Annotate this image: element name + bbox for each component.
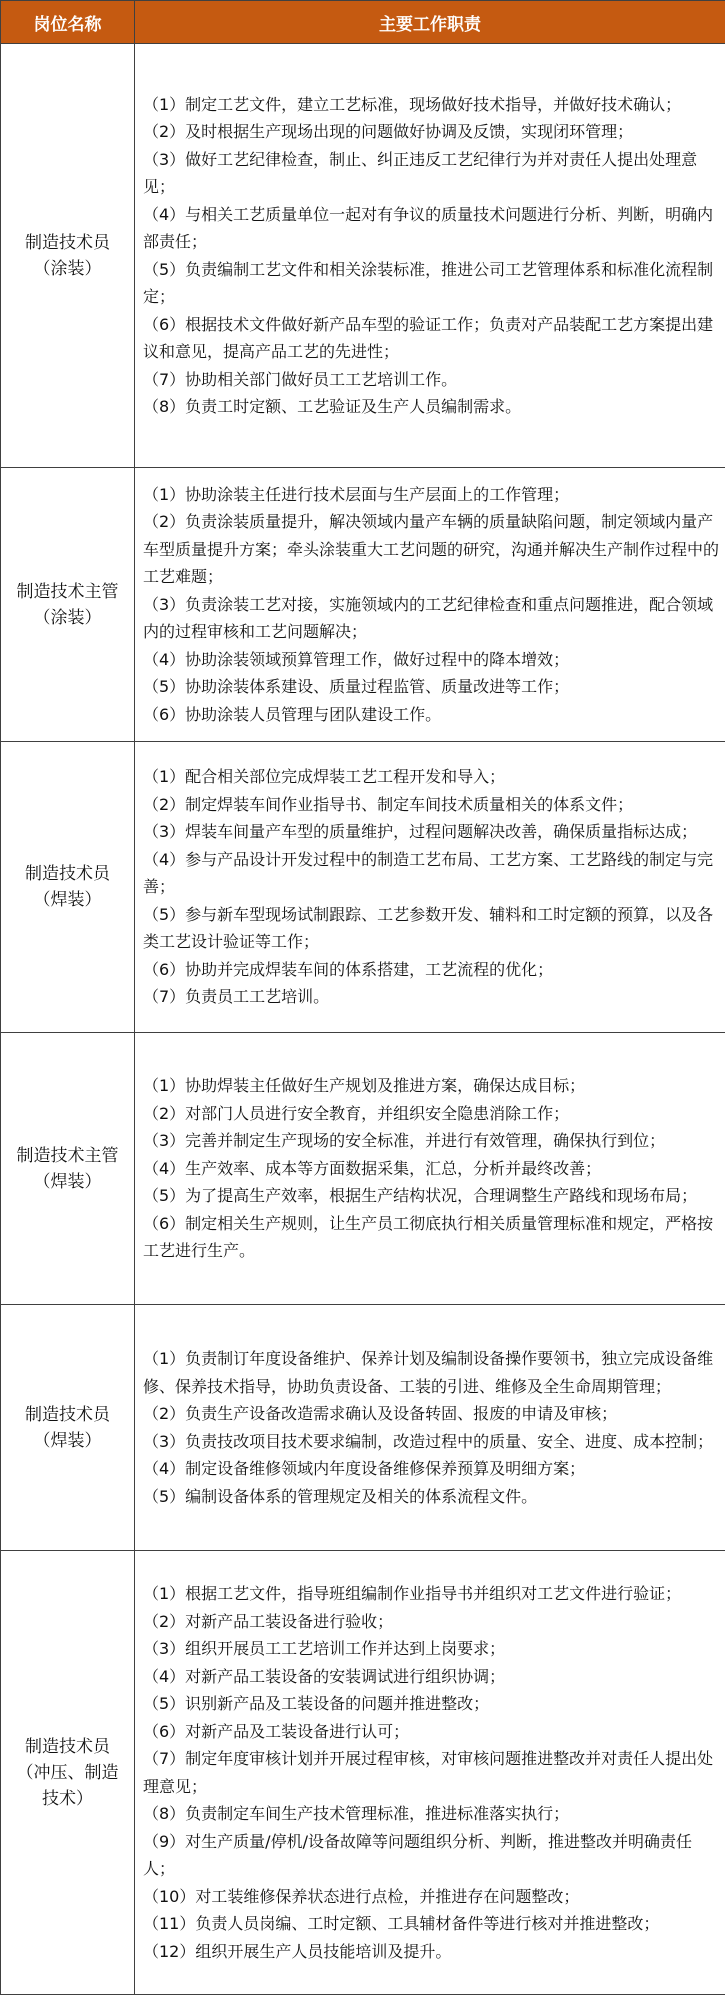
duty-item: （8）负责工时定额、工艺验证及生产人员编制需求。 xyxy=(143,393,719,421)
duty-item: （3）做好工艺纪律检查，制止、纠正违反工艺纪律行为并对责任人提出处理意见； xyxy=(143,146,719,201)
position-name-line: （涂装） xyxy=(5,256,130,282)
duty-item: （5）编制设备体系的管理规定及相关的体系流程文件。 xyxy=(143,1483,719,1511)
position-name-line: 制造技术主管 xyxy=(5,579,130,605)
duties-cell xyxy=(135,1033,725,1305)
table-row xyxy=(1,44,725,468)
duty-item: （9）对生产质量/停机/设备故障等问题组织分析、判断，推进整改并明确责任人； xyxy=(143,1828,719,1883)
duty-item: （2）及时根据生产现场出现的问题做好协调及反馈，实现闭环管理； xyxy=(143,118,719,146)
duty-item: （2）负责生产设备改造需求确认及设备转固、报废的申请及审核； xyxy=(143,1400,719,1428)
duty-item: （4）参与产品设计开发过程中的制造工艺布局、工艺方案、工艺路线的制定与完善； xyxy=(143,846,719,901)
position-cell xyxy=(1,1033,135,1305)
duty-item: （1）协助涂装主任进行技术层面与生产层面上的工作管理； xyxy=(143,481,719,509)
position-name-line: （焊装） xyxy=(5,1428,130,1454)
duty-item: （2）负责涂装质量提升，解决领域内量产车辆的质量缺陷问题，制定领域内量产车型质量提升方案；牵头涂装重大工艺问题的研究，沟通并解决生产制作过程中的工艺难题； xyxy=(143,508,719,591)
position-cell xyxy=(1,468,135,742)
duty-item: （1）协助焊装主任做好生产规划及推进方案，确保达成目标； xyxy=(143,1072,719,1100)
duty-item: （2）对部门人员进行安全教育，并组织安全隐患消除工作； xyxy=(143,1100,719,1128)
duty-item: （2）制定焊装车间作业指导书、制定车间技术质量相关的体系文件； xyxy=(143,791,719,819)
duty-item: （3）组织开展员工工艺培训工作并达到上岗要求； xyxy=(143,1635,719,1663)
duty-item: （4）对新产品工装设备的安装调试进行组织协调； xyxy=(143,1663,719,1691)
duty-item: （3）完善并制定生产现场的安全标准，并进行有效管理，确保执行到位； xyxy=(143,1127,719,1155)
position-name-line: （冲压、制造 xyxy=(5,1760,130,1786)
duty-item: （6）根据技术文件做好新产品车型的验证工作；负责对产品装配工艺方案提出建议和意见，提高产品工艺的先进性； xyxy=(143,311,719,366)
duty-item: （1）制定工艺文件，建立工艺标准，现场做好技术指导，并做好技术确认； xyxy=(143,91,719,119)
table-row xyxy=(1,742,725,1033)
duty-item: （3）焊装车间量产车型的质量维护，过程问题解决改善，确保质量指标达成； xyxy=(143,818,719,846)
table-row xyxy=(1,468,725,742)
position-name-line: （焊装） xyxy=(5,1169,130,1195)
duty-item: （1）根据工艺文件，指导班组编制作业指导书并组织对工艺文件进行验证； xyxy=(143,1580,719,1608)
duty-item: （1）配合相关部位完成焊装工艺工程开发和导入； xyxy=(143,763,719,791)
table-row xyxy=(1,1305,725,1551)
duties-cell xyxy=(135,742,725,1033)
duty-item: （6）制定相关生产规则，让生产员工彻底执行相关质量管理标准和规定，严格按工艺进行生产。 xyxy=(143,1210,719,1265)
duties-cell xyxy=(135,1305,725,1551)
duty-item: （5）负责编制工艺文件和相关涂装标准，推进公司工艺管理体系和标准化流程制定； xyxy=(143,256,719,311)
position-name-line: （焊装） xyxy=(5,887,130,913)
duty-item: （5）为了提高生产效率，根据生产结构状况，合理调整生产路线和现场布局； xyxy=(143,1182,719,1210)
duty-item: （4）制定设备维修领域内年度设备维修保养预算及明细方案； xyxy=(143,1455,719,1483)
duty-item: （12）组织开展生产人员技能培训及提升。 xyxy=(143,1938,719,1966)
duty-item: （3）负责技改项目技术要求编制，改造过程中的质量、安全、进度、成本控制； xyxy=(143,1428,719,1456)
header-position: 岗位名称 xyxy=(1,1,135,44)
duty-item: （5）参与新车型现场试制跟踪、工艺参数开发、辅料和工时定额的预算，以及各类工艺设计验证等工作； xyxy=(143,901,719,956)
duty-item: （11）负责人员岗编、工时定额、工具辅材备件等进行核对并推进整改； xyxy=(143,1910,719,1938)
duty-item: （7）协助相关部门做好员工工艺培训工作。 xyxy=(143,366,719,394)
duty-item: （5）识别新产品及工装设备的问题并推进整改； xyxy=(143,1690,719,1718)
duties-cell xyxy=(135,44,725,468)
position-name-line: 制造技术员 xyxy=(5,1734,130,1760)
header-row xyxy=(1,1,725,44)
duty-item: （7）负责员工工艺培训。 xyxy=(143,983,719,1011)
position-cell xyxy=(1,742,135,1033)
position-cell xyxy=(1,1551,135,1995)
position-cell xyxy=(1,1305,135,1551)
duty-item: （7）制定年度审核计划并开展过程审核，对审核问题推进整改并对责任人提出处理意见； xyxy=(143,1745,719,1800)
table-row xyxy=(1,1033,725,1305)
position-name-line: 技术） xyxy=(5,1786,130,1812)
duty-item: （6）对新产品及工装设备进行认可； xyxy=(143,1718,719,1746)
duty-item: （2）对新产品工装设备进行验收； xyxy=(143,1608,719,1636)
duty-item: （4）与相关工艺质量单位一起对有争议的质量技术问题进行分析、判断，明确内部责任； xyxy=(143,201,719,256)
duty-item: （6）协助并完成焊装车间的体系搭建，工艺流程的优化； xyxy=(143,956,719,984)
position-name-line: 制造技术员 xyxy=(5,861,130,887)
position-name-line: （涂装） xyxy=(5,605,130,631)
duty-item: （3）负责涂装工艺对接，实施领域内的工艺纪律检查和重点问题推进，配合领域内的过程审核和工艺问题解决； xyxy=(143,591,719,646)
duty-item: （4）协助涂装领域预算管理工作，做好过程中的降本增效； xyxy=(143,646,719,674)
duties-cell xyxy=(135,1551,725,1995)
header-duties: 主要工作职责 xyxy=(135,1,725,44)
duty-item: （5）协助涂装体系建设、质量过程监管、质量改进等工作； xyxy=(143,673,719,701)
position-name-line: 制造技术员 xyxy=(5,1402,130,1428)
table-body xyxy=(1,44,725,1995)
table-row xyxy=(1,1551,725,1995)
duty-item: （6）协助涂装人员管理与团队建设工作。 xyxy=(143,701,719,729)
position-name-line: 制造技术主管 xyxy=(5,1143,130,1169)
duties-cell xyxy=(135,468,725,742)
position-name-line: 制造技术员 xyxy=(5,230,130,256)
duty-item: （4）生产效率、成本等方面数据采集，汇总，分析并最终改善； xyxy=(143,1155,719,1183)
duty-item: （8）负责制定车间生产技术管理标准，推进标准落实执行； xyxy=(143,1800,719,1828)
duty-item: （10）对工装维修保养状态进行点检，并推进存在问题整改； xyxy=(143,1883,719,1911)
duty-item: （1）负责制订年度设备维护、保养计划及编制设备操作要领书，独立完成设备维修、保养技术指导，协助负责设备、工装的引进、维修及全生命周期管理； xyxy=(143,1345,719,1400)
position-cell xyxy=(1,44,135,468)
